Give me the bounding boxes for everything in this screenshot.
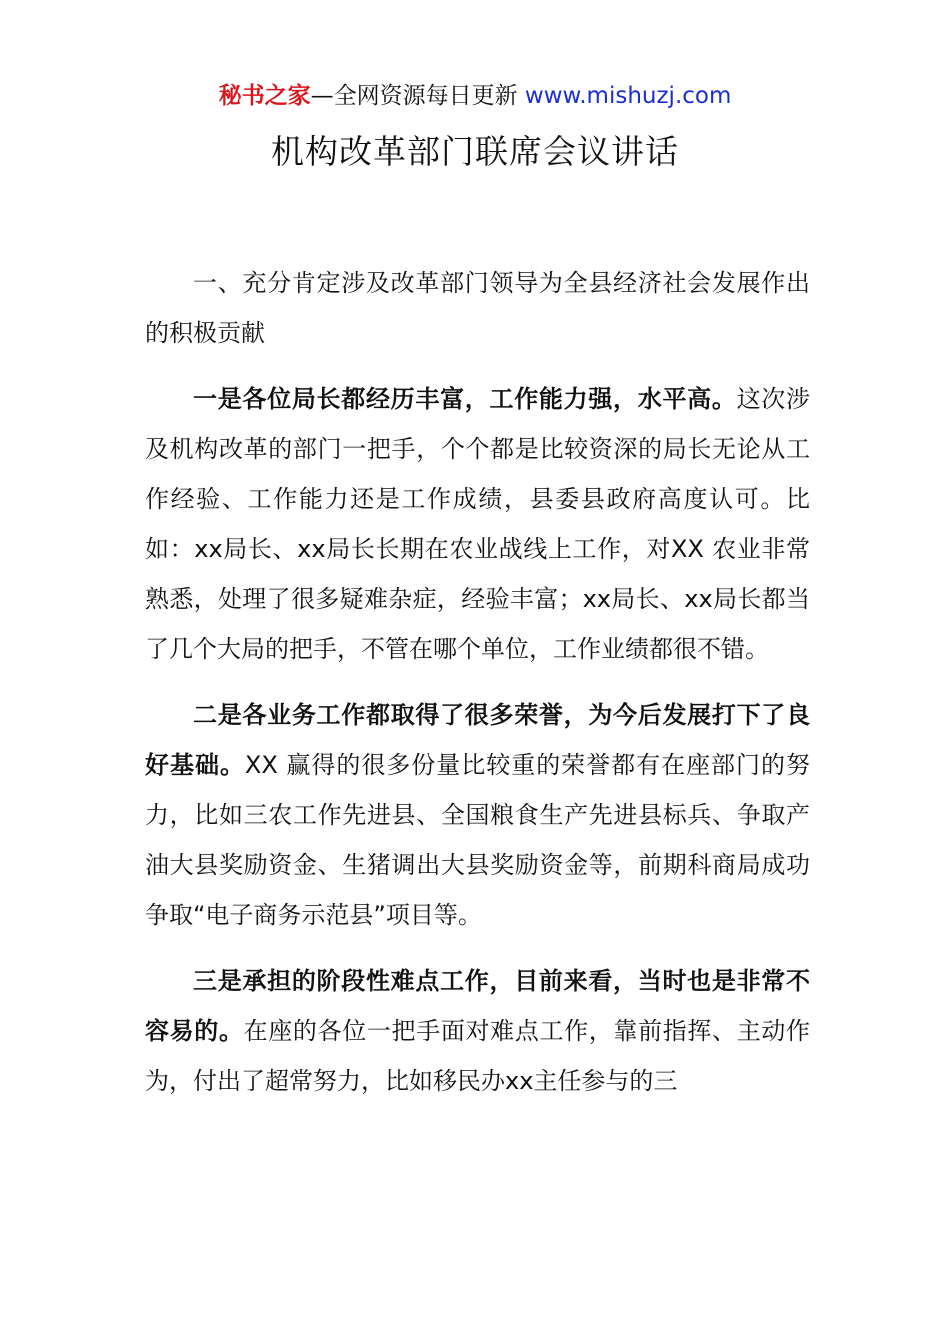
site-tagline: —全网资源每日更新 [310, 83, 525, 109]
site-header [0, 80, 950, 112]
paragraph-text: 这次涉及机构改革的部门一把手，个个都是比较资深的局长无论从工作经验、工作能力还是工作成绩，县委县政府高度认可。比如：xx局长、xx局长长期在农业战线上工作，对XX 农业非常熟悉，处理了很多疑难杂症，经验丰富；xx局长、xx局长都当了几个大局的把手，不管在哪个单位，工作业绩都很不错。 [145, 385, 811, 663]
paragraph-text: XX 赢得的很多份量比较重的荣誉都有在座部门的努力，比如三农工作先进县、全国粮食生产先进县标兵、争取产油大县奖励资金、生猪调出大县奖励资金等，前期科商局成功争取“电子商务示范县”项目等。 [145, 751, 810, 929]
paragraph-section-heading [145, 258, 810, 358]
paragraph-lead: 一是各位局长都经历丰富，工作能力强，水平高。 [193, 385, 737, 413]
site-url-link[interactable]: www.mishuzj.com [524, 83, 732, 109]
paragraph-point-2 [145, 690, 810, 940]
paragraph-point-1 [145, 374, 810, 674]
paragraph-text: 在座的各位一把手面对难点工作，靠前指挥、主动作为，付出了超常努力，比如移民办xx主任参与的三 [145, 1017, 811, 1095]
document-body [145, 258, 810, 1122]
paragraph-lead: 二是各业务工作都取得了很多荣誉，为今后发展打下了良好基础。 [145, 701, 810, 779]
paragraph-lead: 三是承担的阶段性难点工作，目前来看，当时也是非常不容易的。 [145, 967, 810, 1045]
document-title: 机构改革部门联席会议讲话 [271, 132, 679, 171]
paragraph-point-3 [145, 956, 810, 1106]
paragraph-text: 一、充分肯定涉及改革部门领导为全县经济社会发展作出的积极贡献 [145, 269, 810, 347]
site-brand: 秘书之家 [218, 83, 311, 109]
